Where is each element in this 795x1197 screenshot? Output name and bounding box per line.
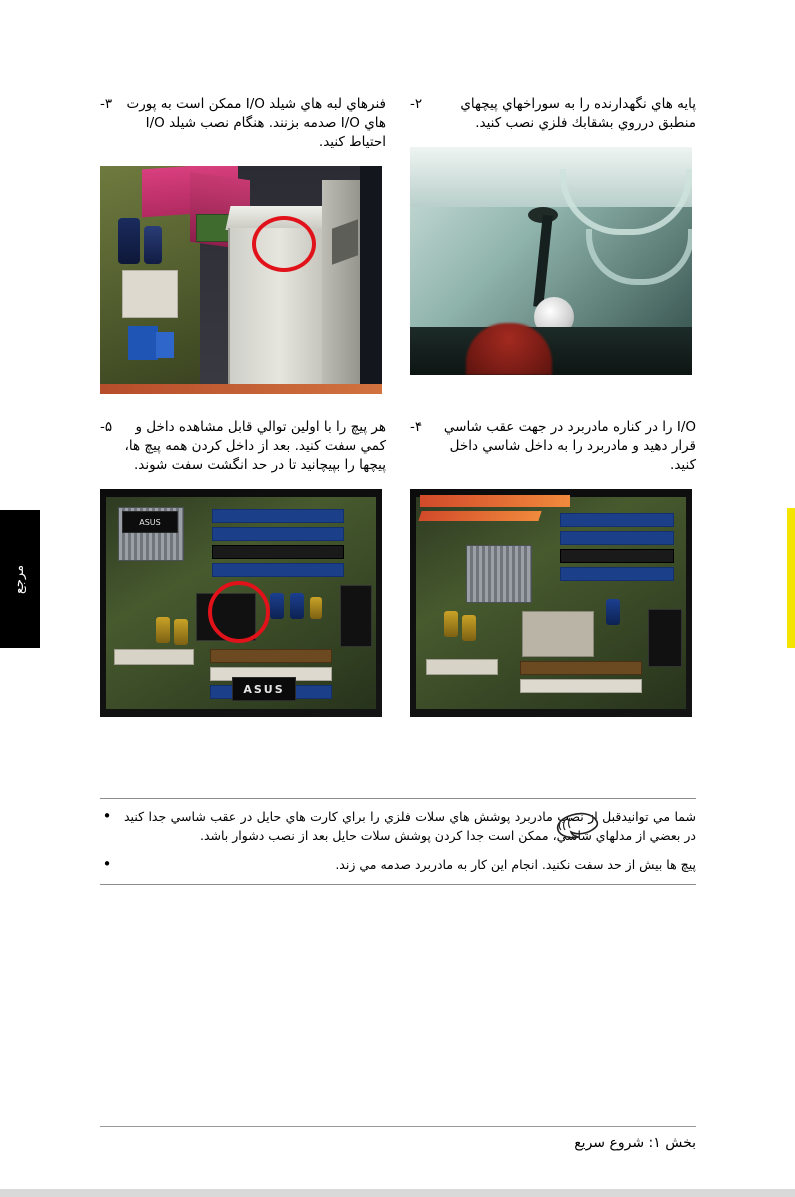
step-text: فنرهاي لبه هاي شيلد I/O ممكن است به پورت هاي I/O صدمه بزنند. هنگام نصب شيلد I/O احتياط كنيد. xyxy=(126,96,386,150)
note-text: پيچ ها بيش از حد سفت نكنيد. انجام اين كار به مادربرد صدمه مي زند. xyxy=(335,857,696,872)
asus-badge xyxy=(122,511,178,533)
steps-container xyxy=(100,95,696,717)
step-number: ۳- xyxy=(100,96,113,112)
step-text: پايه هاي نگهدارنده را به سوراخهاي پيچهاي منطبق درروي بشقابك فلزي نصب كنيد. xyxy=(460,96,696,131)
blue-connector xyxy=(128,326,158,360)
note-bullet: • xyxy=(102,855,112,873)
memory-slot xyxy=(212,527,344,541)
memory-slot xyxy=(560,531,674,545)
note-item xyxy=(100,847,696,876)
note-text: شما مي توانيدقبل از نصب مادربرد پوشش هاي سلات فلزي را براي كارت هاي حايل در عقب شاسي جدا كنيد در بعضي از مدلهاي شاسي، ممكن است جدا كردن پوشش سلات حايل بعد از نصب دشوار باشد. xyxy=(124,809,696,843)
notes-box xyxy=(100,798,696,885)
step-text: I/O را در كناره مادربرد در جهت عقب شاسي قرار دهيد و مادربرد را به داخل شاسي داخل كنيد. xyxy=(443,419,696,473)
asus-badge-label: ASUS xyxy=(139,517,161,527)
footer-rule xyxy=(100,1126,696,1127)
section-side-tab-label: مرجع xyxy=(12,564,28,594)
capacitor xyxy=(444,611,458,637)
steps-row-1 xyxy=(100,95,696,394)
highlight-circle xyxy=(252,216,316,272)
capacitor xyxy=(606,599,620,625)
io-connector xyxy=(114,649,194,665)
expansion-slot xyxy=(210,649,332,663)
chipset xyxy=(522,611,594,657)
step-text: هر پيچ را با اولين توالي قابل مشاهده داخل و كمي سفت كنيد. بعد از داخل كردن همه پيچ ها، پيچها را بپيچانيد تا در حد انگشت سفت شوند. xyxy=(124,419,386,473)
step-heading xyxy=(100,95,386,152)
motherboard-in-chassis-photo xyxy=(410,489,692,717)
expansion-slot xyxy=(520,679,642,693)
motherboard xyxy=(416,497,686,709)
motherboard-screw-photo xyxy=(100,489,382,717)
notes-bottom-rule xyxy=(100,884,696,885)
io-connector xyxy=(426,659,498,675)
page-bottom-band xyxy=(0,1189,795,1197)
highlight-circle xyxy=(208,581,270,643)
capacitor xyxy=(118,218,140,264)
steps-row-2 xyxy=(100,418,696,717)
page-edge-marker xyxy=(787,508,795,648)
heatsink xyxy=(466,545,532,603)
ribbon-cable xyxy=(418,511,541,521)
step-number: ۴- xyxy=(410,419,423,435)
footer-label: بخش ۱: شروع سريع xyxy=(574,1135,696,1151)
chipset xyxy=(340,585,372,647)
step-item-3 xyxy=(100,95,386,394)
orange-strip xyxy=(100,384,382,394)
chassis-curve xyxy=(560,169,692,235)
note-bullet: • xyxy=(102,807,112,825)
memory-slot xyxy=(560,567,674,581)
capacitor xyxy=(270,593,284,619)
capacitor xyxy=(144,226,162,264)
pointing-hand-icon xyxy=(546,806,606,846)
step-heading xyxy=(100,418,386,475)
memory-slot xyxy=(560,513,674,527)
io-shield-photo xyxy=(100,166,382,394)
ribbon-cable xyxy=(420,495,570,507)
step-number: ۲- xyxy=(410,96,423,112)
standoff-post xyxy=(533,215,553,308)
step-number: ۵- xyxy=(100,419,113,435)
blue-connector xyxy=(156,332,174,358)
memory-slot xyxy=(212,563,344,577)
step-heading xyxy=(410,95,696,133)
step-item-4 xyxy=(410,418,696,717)
chipset xyxy=(648,609,682,667)
capacitor xyxy=(290,593,304,619)
chassis-curve xyxy=(586,229,692,285)
memory-slot xyxy=(212,509,344,523)
asus-logo-label: ASUS xyxy=(243,682,285,696)
memory-slot xyxy=(212,545,344,559)
memory-slot xyxy=(560,549,674,563)
asus-logo xyxy=(232,677,296,701)
step-heading xyxy=(410,418,696,475)
note-item xyxy=(100,799,696,847)
capacitor xyxy=(174,619,188,645)
expansion-slot xyxy=(520,661,642,675)
chassis-edge xyxy=(360,166,382,394)
section-side-tab xyxy=(0,510,40,648)
white-connector xyxy=(122,270,178,318)
capacitor xyxy=(310,597,322,619)
capacitor xyxy=(462,615,476,641)
capacitor xyxy=(156,617,170,643)
step-item-2 xyxy=(410,95,696,394)
standoff-closeup-photo xyxy=(410,147,692,375)
step-item-5 xyxy=(100,418,386,717)
